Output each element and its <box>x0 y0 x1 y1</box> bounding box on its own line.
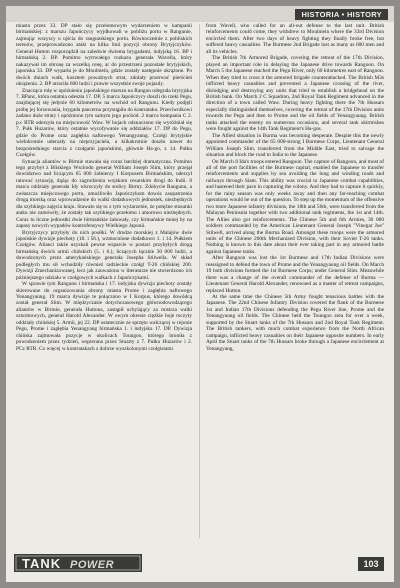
polish-text-column <box>16 23 192 539</box>
paragraph: At the same time the Chinese 5th Army fought tenacious battles with the Japanese. The 22nd Chinese Infantry Division covered the flank of the Burmese 1st and Indian 17th Divisions defending the Pegu River line, Prome and the Yenangyaung oil fields. The Chinese held the Toungoo area for over a week, supported by the Stuart tanks of the 7th Hussars and 2nd Royal Tank Regiment. The British tankers, with much combat experience from the North African campaign, inflicted heavy casualties on their Japanese opposite numbers. In early April the Stuart tanks of the 7th Hussars broke through a Japanese encirclement at Yenangyang, <box>206 294 384 352</box>
paragraph: The British 7th Armored Brigade, covering the retreat of the 17th Division, played an important role in delaying the Japanese drive towards Rangoon. On March 5 the Japanese reached the Pegu River, only 60 kilometres east of Rangoon. When they tried to cross it the armored brigade counterattacked. The British M3s inflicted heavy casualties and prevented a Japanese crossing of the river, dislodging and destroying any units that tried to establish a bridgehead on the British bank. On March 2 C Squadron, 2nd Royal Tank Regiment advanced in the direction of a town called Waw. During heavy fighting there the 7th Hussars especially distinguished themselves, covering the retreat of the 17th Division units towards the Pegu and then to Prome and the oil fields of Yenangyaung. British tanks attacked the enemy on numerous occasions, and several tank skirmishes were fought against the 14th Tank Regiment's Ha-gos. <box>206 55 384 133</box>
page-footer <box>6 546 394 582</box>
header-band <box>6 6 394 22</box>
tank-power-logo <box>14 548 144 576</box>
paragraph: Brytyjczycy przybyły do nich posiłki. W drodze morskiej z Malajów dwie japońskie dywizje piechoty (18. i 56.), wzmocnione dodatkowo 1. i 14. Pułkiem Czołgów. Alianci także uzyskali pewne wsparcie w postaci przybyłych drogą birmańską dwóch armii chińskich (5. i 6.), liczących łącznie 30 000 ludzi, a dowodzonych przez amerykańskiego generała Josepha Stilwella. W skład podległych mu sił wchodziły również radzieckie czołgi T-26 chińskiej 200. Dywizji Zmechanizowanej, lecz jak zauważono w literaturze nie stwierdzono ich późniejszego udziału w czołgowych walkach z Japończykami. <box>16 229 192 281</box>
magazine-page <box>6 6 394 582</box>
column-divider <box>199 24 200 538</box>
svg-text:TANK: TANK <box>22 556 62 571</box>
paragraph: W sprawie tym Rangunu i birmańska i 17. indyjska dywizja piechoty zostały skierowane do organizowania obrony miasta Prome i zagłębia naftowego Yenangyaung. 19 marca dywizje te połączono w I Korpus, którego dowódcą został generał Slim. W międzyczasie dotychczasowego głównodowodzącego aliantów w Birmie, generała Huttona, zastąpił uchylający za mistrza walki szturmowych, generał Harold Alexander. W owym okresie ciężkie boje toczyły oddziały chińskiej 5. Armii, jej 22. DP ostatecznie ze sprzętu walczącej w rejonie Pegu, Prome i zagłębia Yenangyang birmańska 1. i indyjska 17. DP. Dywizja chińska zajmowała pozycje w okolicach Toungoo, którego broniła z powodzeniem przez tydzień, wspierana przez Stuarty z 7. Pułku Huzarów i 2. PCz RTR. Co więcej w kontratakach z dobrze wyszkolonymi czołgistami <box>16 281 192 352</box>
paragraph: from Wavell, who called for an all-out defense to the last unit. British reinforcements could come, they withdrew to Moulmein where the 33rd Division encircled them. After two days of heavy fighting they finally broke free, but suffered heavy casualties. The Burmese 2nd Brigade lost as many as 600 men and all its vehicles. <box>206 23 384 55</box>
paragraph: miasta przez 33. DP stało się przełomowym wydarzeniem w kampanii birmańskiej: z marszu Japończycy wyjdkowali w pobliżu portu w Rangunie, zajmując wszyscy u ujścia do rangunskiego portu. Równocześnie z pobliskich terenów, przeprowadzono ataki na kilka linii pozycji obrony Brytyjczyków. Generał Hutton rozporządził na zaledwie dwiema brygadami, indyjską 16. BP i birmańską 2. BP. Pomimo wytrwałego rozkazu generała Wavella, który nakazywał im obronę za wszelką cenę, ar do przestrzeni pozostałe brytyjskich, japońska 33. DP wyparła je do Moulmein, gdzie zostały następnie okrążone. Po dwóch dniach walk, kosztem poważnych strat, zdołały przerwać pierścień okrążenia. 2. BP utraciła 600 ludzi i prawie wszystkie swoje pojazdy. <box>16 23 192 88</box>
section-tag: HISTORIA • HISTORY <box>295 9 388 20</box>
paragraph: After Rangoon was lost the 1st Burmese and 17th Indian Divisions were reassigned to defend the town of Prome and the Yenangyaung oil fields. On March 19 both divisions formed the 1st Burmese Corps; under General Slim. Meanwhile there was a change of the overall commander of the defense of Burma — Lieutenant General Harold Alexander, renowned as a master of retreat campaigns, replaced Hutton. <box>206 255 384 294</box>
paragraph: On March 8 Ida's troops entered Rangoon. The capture of Rangoon, and most of all of the port facilities of the Burmese capital, enabled the Japanese to transfer reinforcements and supplies by sea avoiding the long and winding roads and railways through Siam. This ability was crucial to Japanese combat capabilities, and hastened their pace in capturing the colony. And they had to capture it quickly, for the rainy season was only weeks away and then any far-reaching combat operations would be out of the question. To step up the momentum of the offensive two more Japanese infantry divisions, the 18th and 56th, were transferred from the Malayan Peninsula together with two additional tank regiments, the 1st and 14th. The Allies also got reinforcements. The Chinese 5th and 6th Armies, 30 000 soldiers commanded by the American Lieutenant General Joseph "Vinegar Joe" Stilwell, arrived along the Burma Road. Amongst these troops were the armored units of the Chinese 200th Mechanized Division, with their Soviet T-26 tanks. Nothing is known to this date about their ever taking part in any armored battle against Japanese tanks. <box>206 158 384 255</box>
paragraph: Sytuacja aliantów w Birmie stawała się coraz bardziej dramatyczna. Pomimo tego przybył z Bliskiego Wschodu generał William Joseph Slim, który przejął dowództwo nad liczącym 65 000 żołnierzy I Korpusem Birmańskim, uderzył ratować sytuację, dążąc do zagrodzenia wojskom cesarskim drogi do Indii. 8 marca oddziały generała Idy wkroczyły do stolicy Birmy. Zdobycie Rangunu, a zwłaszcza miejscowego portu, umożliwiło Japończykom dowóz zaopatrzenia drogą morską oraz wprowadzenie do walki dodatkowych jednostek, niezbędnych dla szybkiego zajęcia kraju. Stawało się to z tym wyżarzenie, że potężne stosunki ataku nie zamówiły, że zostały tak szybkiego przełomu i amorowo niezbędnych. Coraz to liczne jednostki dwie birmańskie żałowały, czy birmańskie mniej by na zapasy nowych wypadów kontrofensywy Wielkiego Japonii. <box>16 158 192 230</box>
english-text-column <box>206 23 384 539</box>
svg-text:POWER: POWER <box>70 559 115 571</box>
paragraph: The Allied situation in Burma was becoming desperate. Despite this the newly appointed commander of the 65 000-strong I Burmese Corps, Lieutenant General William Joseph Slim, transferred from the Middle East, tried to salvage the situation and block the road to India to the Japanese. <box>206 132 384 159</box>
tank-power-logo-mark <box>14 548 144 576</box>
paragraph: Znacząca rolę w opóźnieniu japońskiego marszu na Rangun odegrała brytyjska 7. BPanc, która ostatnia odeszła 17. DP, 5 marca Japończycy doszli do rzeki Pegu, znajdującej się jedynie 60 kilometrów na wschód od Rangunu. Kiedy podjęli próbę jej forsowania, brygada pancerna przystąpiła do kontrataku. Przeciwnikowi zadano duże straty i opóźniono tym samym jego pochód. 2 marca kompania C 2. p.c RTR uderzyła na miejscowość Waw. W bojach odznaczono się wyróżniał się 7. Pułk Huzarów, który ostatnie wycofywanie się oddziałów 17. DP do Pegu, gdzie do Prome oraz zagłębia naftowego Yenangyaung. Czołgi brytyjskie wielokrotnie uderzały na nieprzyjaciela, a kilkakrotnie doszło nawet do bezpośredniego starcia z czołgami japońskimi, głównie Ha-go, z 14. Pułku Czołgów. <box>16 87 192 159</box>
page-number: 103 <box>358 557 384 571</box>
